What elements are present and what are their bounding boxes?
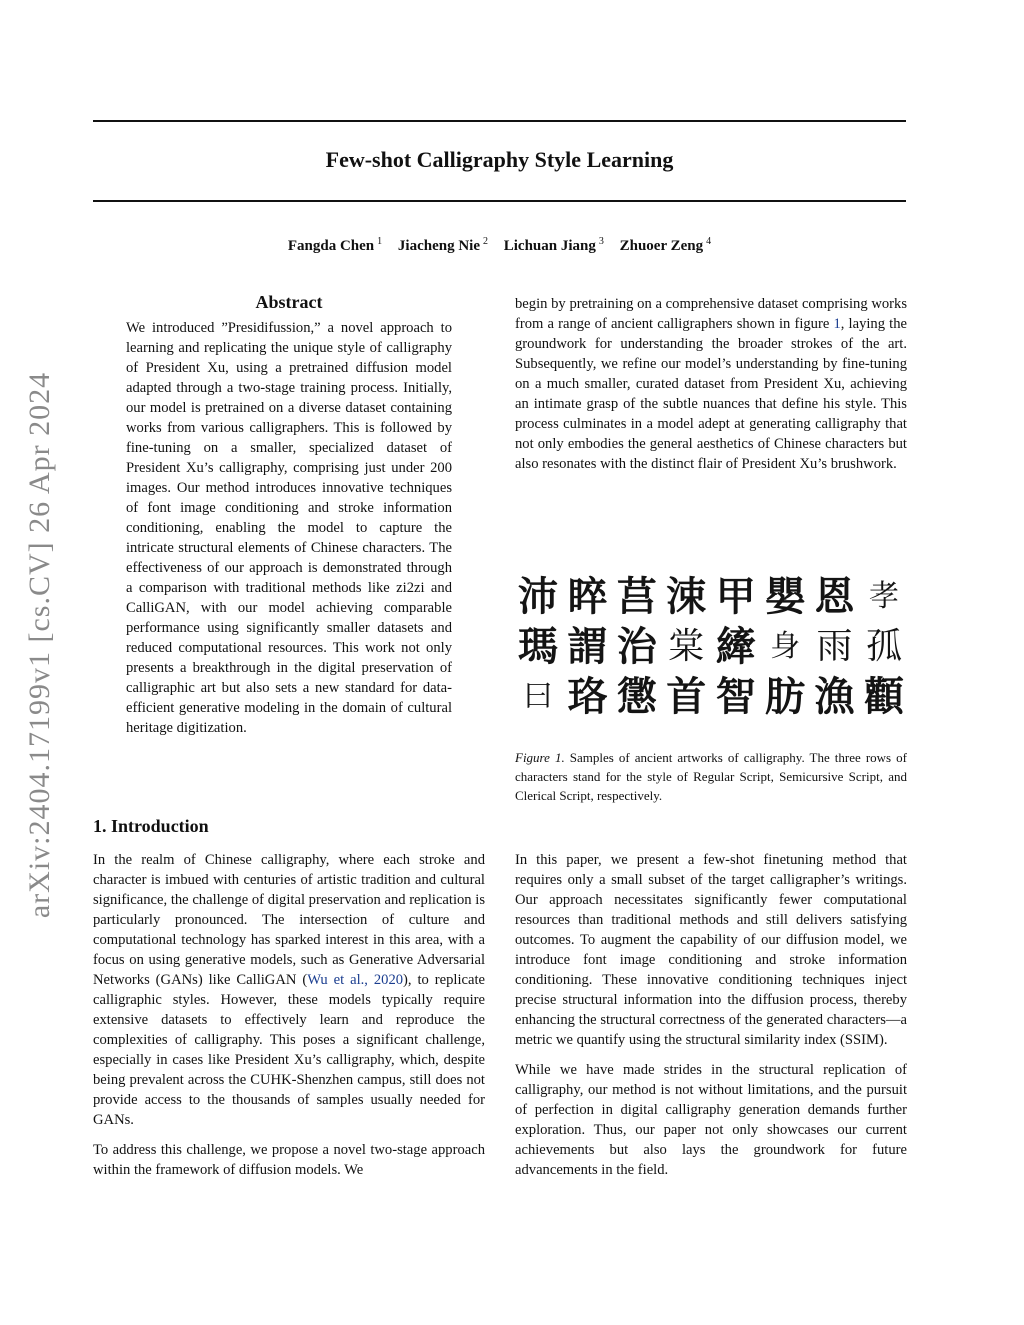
- calligraphy-glyph: 身: [770, 629, 801, 664]
- paragraph-text: , laying the groundwork for understanding the broader strokes of the art. Subsequently, we refine our model’s understanding by fine-tuning on a much smaller, curated dataset from President Xu, achieving an intimate grasp of the subtle nuances that define his style. This process culminates in a model adept at generating calligraphy that not only embodies the general aesthetics of Chinese characters but also resonates with the distinct flair of President Xu’s brushwork.: [515, 316, 907, 472]
- figure-caption-text: Samples of ancient artworks of calligraphy. The three rows of characters stand for the style of Regular Script, Semicursive Script, and Clerical Script, respectively.: [515, 750, 907, 803]
- calligraphy-glyph: 肪: [765, 674, 806, 720]
- calligraphy-glyph: 孝: [868, 579, 899, 614]
- author-name: Lichuan Jiang: [503, 238, 596, 254]
- paragraph-text: begin by pretraining on a comprehensive dataset comprising works from a range of ancient calligraphers shown in figure: [515, 296, 907, 332]
- author: [288, 238, 382, 254]
- figure-caption-label: Figure 1.: [515, 750, 565, 765]
- calligraphy-glyph: 首: [666, 674, 707, 720]
- author-name: Jiacheng Nie: [397, 238, 480, 254]
- calligraphy-glyph: 縴: [715, 624, 756, 670]
- calligraphy-glyph: 治: [616, 624, 657, 670]
- intro-paragraph: [515, 294, 907, 474]
- calligraphy-glyph: 沛: [518, 574, 558, 620]
- calligraphy-glyph: 漁: [814, 674, 855, 720]
- author: [620, 238, 712, 254]
- paper-title: Few-shot Calligraphy Style Learning: [325, 147, 674, 172]
- abstract-section: [126, 292, 452, 748]
- author-list: [93, 236, 906, 255]
- calligraphy-glyph: 瑪: [518, 624, 558, 670]
- calligraphy-glyph: 雨: [816, 626, 853, 667]
- author-affiliation: 1: [377, 236, 383, 247]
- calligraphy-glyph: 孤: [865, 626, 902, 667]
- citation-link[interactable]: Wu et al., 2020: [307, 972, 404, 988]
- author-name: Fangda Chen: [287, 238, 375, 254]
- calligraphy-row-regular-script: [515, 572, 907, 622]
- calligraphy-glyph: 謂: [567, 624, 608, 670]
- intro-paragraph: [93, 850, 485, 1130]
- abstract-heading: Abstract: [255, 292, 323, 312]
- intro-left-column: [93, 850, 485, 1190]
- author-affiliation: 2: [482, 236, 488, 247]
- calligraphy-glyph: 曰: [523, 679, 553, 714]
- abstract-text: We introduced ”Presidifussion,” a novel approach to learning and replicating the unique style of calligraphy of President Xu, using a pretrained diffusion model adapted through a two-stage training process. Initially, our model is pretrained on a diverse dataset containing works from various calligraphers. This is followed by fine-tuning on a smaller, specialized dataset of President Xu’s calligraphy, comprising just under 200 images. Our method introduces innovative techniques of font image conditioning and stroke information conditioning, enabling the model to capture the intricate structural elements of Chinese characters. The effectiveness of our approach is demonstrated through a comparison with traditional methods like zi2zi and CalliGAN, with our model achieving comparable performance using significantly smaller datasets and reduced computational resources. This work not only presents a breakthrough in the digital preservation of calligraphic art but also sets a new standard for data-efficient generative modeling in the domain of cultural heritage digitization.: [126, 320, 452, 736]
- intro-paragraph: In this paper, we present a few-shot finetuning method that requires only a small subset of the target calligrapher’s writings. Our approach necessitates significantly fewer computational resources than traditional methods and still delivers satisfying outcomes. To augment the capability of our diffusion model, we introduce font image conditioning and stroke information conditioning. These innovative conditioning techniques inject precise structural information into the diffusion process, thereby enhancing the structural correctness of the generated characters—a metric we quantify using the structural similarity index (SSIM).: [515, 852, 907, 1048]
- calligraphy-row-semicursive-script: [515, 622, 907, 672]
- title-rule-top: [93, 120, 906, 122]
- author: [504, 238, 604, 254]
- title-rule-bottom: [93, 200, 906, 202]
- intro-paragraph: While we have made strides in the structural replication of calligraphy, our method is not without limitations, and the pursuit of perfection in digital calligraphy generation demands further exploration. Thus, our paper not only showcases our current achievements but also lays the groundwork for future advancements in the field.: [515, 1062, 907, 1178]
- intro-right-column-top: [515, 294, 907, 484]
- author-affiliation: 4: [706, 236, 712, 247]
- calligraphy-glyph: 涑: [666, 574, 707, 620]
- calligraphy-glyph: 智: [715, 674, 756, 720]
- calligraphy-glyph: 顴: [863, 674, 904, 720]
- calligraphy-glyph: 嬰: [765, 574, 806, 620]
- paragraph-text: ), to replicate calligraphic styles. However, these models typically require extensive datasets to effectively learn and reproduce the complexities of calligraphy. This poses a significant challenge, especially in cases like President Xu’s calligraphy, which, despite being prevalent across the CUHK-Shenzhen campus, still does not provide access to the thousands of samples usually needed for GANs.: [93, 972, 485, 1128]
- figure-ref-link[interactable]: 1: [833, 316, 841, 332]
- author-name: Zhuoer Zeng: [619, 238, 704, 254]
- author-affiliation: 3: [598, 236, 604, 247]
- calligraphy-glyph: 珞: [567, 674, 608, 720]
- intro-paragraph: To address this challenge, we propose a novel two-stage approach within the framework of diffusion models. We: [93, 1142, 485, 1178]
- author: [398, 238, 488, 254]
- calligraphy-row-clerical-script: [515, 672, 907, 722]
- calligraphy-glyph: 睟: [567, 574, 608, 620]
- calligraphy-glyph: 莒: [616, 574, 657, 620]
- calligraphy-glyph: 甲: [715, 574, 756, 620]
- section-heading-introduction: 1. Introduction: [93, 816, 209, 836]
- calligraphy-figure: [515, 572, 907, 727]
- calligraphy-glyph: 恩: [814, 574, 855, 620]
- calligraphy-glyph: 懲: [616, 674, 657, 720]
- paragraph-text: In the realm of Chinese calligraphy, where each stroke and character is imbued with centuries of artistic tradition and cultural significance, the challenge of digital preservation and replication is particularly pronounced. The intersection of culture and computational technology has sparked interest in this area, with a focus on using generative models, such as Generative Adversarial Networks (GANs) like CalliGAN (: [93, 852, 485, 988]
- intro-right-column-bottom: [515, 850, 907, 1190]
- calligraphy-glyph: 棠: [668, 626, 705, 667]
- arxiv-stamp: arXiv:2404.17199v1 [cs.CV] 26 Apr 2024: [23, 371, 56, 919]
- figure-caption: [515, 748, 907, 805]
